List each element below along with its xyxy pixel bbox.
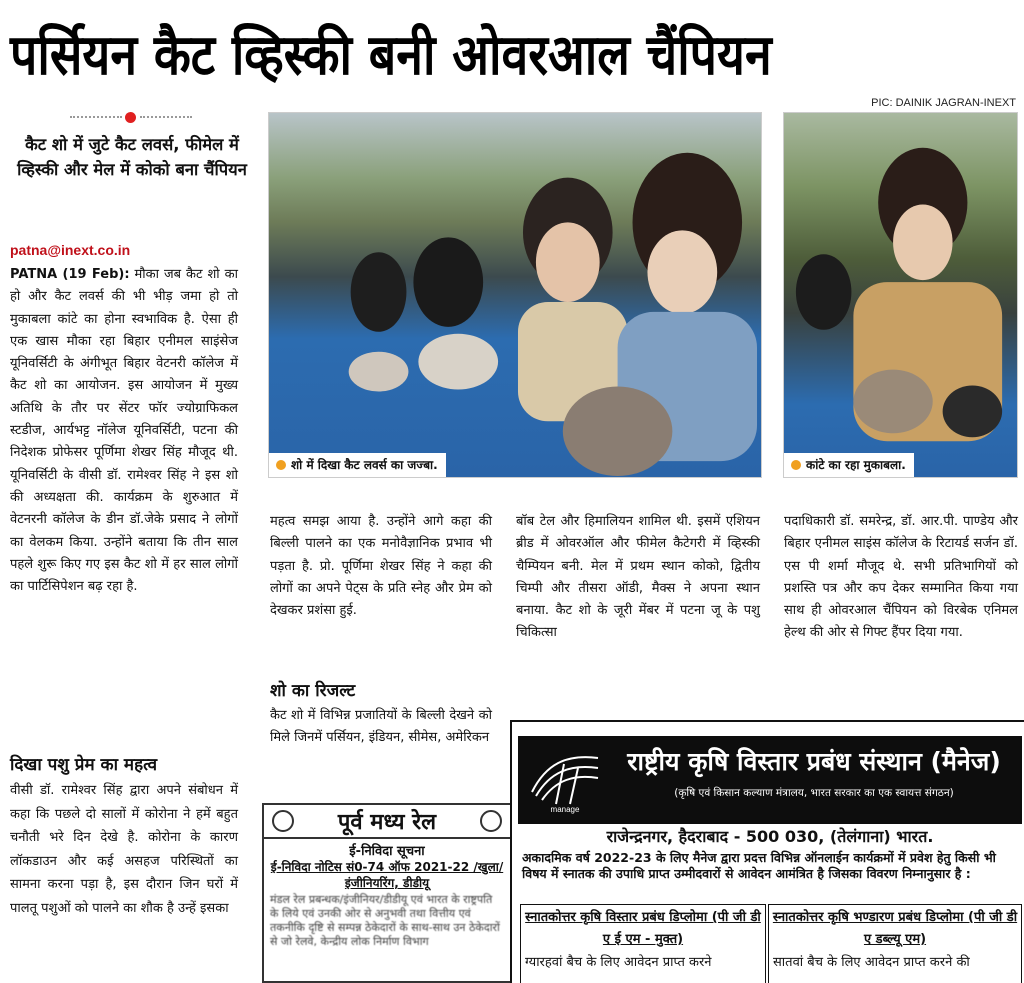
- railway-logo-icon: [480, 810, 502, 832]
- photo-cat-show-image: [269, 113, 761, 477]
- headline: पर्सियन कैट व्हिस्की बनी ओवरआल चैंपियन: [10, 23, 772, 88]
- photo-competition-image: [784, 113, 1017, 477]
- manage-logo-icon: [526, 744, 604, 814]
- subheadline: कैट शो में जुटे कैट लवर्स, फीमेल में व्हिस्की और मेल में कोको बना चैंपियन: [17, 135, 247, 179]
- section-heading-1: दिखा पशु प्रेम का महत्व: [10, 755, 158, 775]
- manage-ad-program-1: [520, 904, 766, 983]
- photo-competition: [783, 112, 1018, 478]
- photo1-caption: शो में दिखा कैट लवर्स का जज्बा.: [269, 453, 446, 477]
- rail-ad-title: पूर्व मध्य रेल: [337, 810, 437, 835]
- col1-body: मौका जब कैट शो का हो और कैट लवर्स की भी भीड़ जमा हो तो मुकाबला कांटे का होना स्वभाविक है. ऐसा ही एक खास मौका रहा बिहार एनीमल साइंसेज यूनिवर्सिटी के अंगीभूत बिहार वेटनरी कॉलेज में कैट शो का आयोजन. इस आयोजन में मुख्य अतिथि के तौर पर सेंटर फॉर ज्योग्राफिकल स्टडीज, आर्यभट्ट नॉलेज यूनिवर्सिटी, पटना की निदेशक प्रोफेसर पूर्णिमा शेखर सिंह मौजूद थी. यूनिवर्सिटी के वीसी डॉ. रामेश्वर सिंह ने इस शो की अध्यक्षता की. कार्यक्रम के शुरुआत में वेटनरनी कॉलेज के डीन डॉ.जेके प्रसाद ने लोगों का वेलकम किया. उन्होंने बताया कि तीन साल पहले शुरू किए गए इस कैट शो में हर साल लोगों का पार्टिसिपेशन बढ़ रहा है.: [10, 267, 238, 595]
- article-column-3: बॉब टेल और हिमालियन शामिल थी. इसमें एशियन ब्रीड में ओवरऑल और फीमेल कैटेगरी में व्हिस्की चैम्पियन बनी. मेल में प्रथम स्थान कोको, द्वितीय चिम्पी और तीसरा ऑडी, मैक्स ने अपना स्थान बनाया. कैट शो के जूरी मेंबर में पटना जू के पशु चिकित्सा: [516, 514, 760, 641]
- dateline: PATNA (19 Feb):: [10, 267, 130, 282]
- manage-ad-header: [518, 736, 1022, 824]
- photo2-caption: कांटे का रहा मुकाबला.: [784, 453, 914, 477]
- article-column-2: महत्व समझ आया है. उन्होंने आगे कहा की बिल्ली पालने का एक मनोवैज्ञानिक प्रभाव भी पड़ता है. प्रो. पूर्णिमा शेखर सिंह ने कहा की लोगों का अपने पेट्स के प्रति स्नेह और प्रेम को देखकर प्रशंसा हुई.: [270, 514, 492, 619]
- rail-ad-notice: ई-निविदा सूचना: [349, 844, 425, 859]
- manage-logo-text: manage: [550, 805, 580, 814]
- manage-ad-title: राष्ट्रीय कृषि विस्तार प्रबंध संस्थान (मैनेज): [627, 747, 1001, 776]
- article-column-1b: वीसी डॉ. रामेश्वर सिंह द्वारा अपने संबोधन में कहा कि पछले दो सालों में कोरोना ने हमें बहुत चनौती भरे दिन देखे है. कोरोना के कारण लॉकडाउन और कई असहज परिस्थितों का सामना करना पड़ा है, इस दौरान जिन घरों में पालतू पशुओं को पालने का शौक है उन्हें इसका: [10, 783, 238, 916]
- program-1-body: ग्यारहवां बैच के लिए आवेदन प्राप्त करने: [525, 955, 712, 970]
- manage-ad-body: अकादमिक वर्ष 2022-23 के लिए मैनेज द्वारा प्रदत्त विभिन्न ऑनलाईन कार्यक्रमों में प्रवेश हेतु किसी भी विषय में स्नातक की उपाधि प्राप्त उम्मीदवारों से आवेदन आमंत्रित है जिसका विवरण निम्नानुसार है :: [522, 850, 996, 881]
- decorative-divider: [70, 112, 192, 122]
- program-2-body: सातवां बैच के लिए आवेदन प्राप्त करने की: [773, 955, 970, 970]
- program-2-title: स्नातकोत्तर कृषि भण्डारण प्रबंध डिप्लोमा (पी जी डी ए डब्ल्यू एम): [772, 910, 1018, 947]
- rail-ad-number: ई-निविदा नोटिस सं0-74 ऑफ 2021-22 /खुला/इंजीनियरिंग, डीडीयू: [270, 860, 504, 890]
- email-link[interactable]: patna@inext.co.in: [10, 242, 131, 258]
- manage-admission-ad: [510, 720, 1024, 983]
- rail-ad-body: मंडल रेल प्रबन्धक/इंजीनियर/डीडीयू एवं भारत के राष्ट्रपति के लिये एवं उनकी ओर से अनुभवी तथा वित्तीय एवं तकनीकि दृष्टि से सम्पन्न ठेकेदारों के साथ-साथ उन ठेकेदारों से जो रेलवे, केन्द्रीय लोक निर्माण विभाग: [270, 893, 500, 948]
- photo-cat-show: [268, 112, 762, 478]
- red-dot-icon: [125, 112, 136, 123]
- manage-ad-subtitle: (कृषि एवं किसान कल्याण मंत्रालय, भारत सरकार का एक स्वायत्त संगठन): [674, 787, 954, 799]
- section-heading-2: शो का रिजल्ट: [270, 681, 356, 701]
- program-1-title: स्नातकोत्तर कृषि विस्तार प्रबंध डिप्लोमा (पी जी डी ए ई एम - मुक्त): [525, 910, 761, 947]
- rail-ad-header: [264, 805, 510, 839]
- article-column-4: पदाधिकारी डॉ. समरेन्द्र, डॉ. आर.पी. पाण्डेय और बिहार एनीमल साइंस कॉलेज के रिटायर्ड सर्जन डॉ. एस पी शर्मा मौजूद थे. सभी प्रतिभागियों को प्रशस्ति पत्र और कप देकर सम्मानित किया गया साथ ही ओवरआल चैंपियन को विरबेक एनिमल हेल्थ की ओर से गिफ्ट हैंपर दिया गया.: [784, 514, 1018, 641]
- article-column-2b: कैट शो में विभिन्न प्रजातियों के बिल्ली देखने को मिले जिनमें पर्सियन, इंडियन, सीमेस, अमेरिकन: [270, 708, 492, 746]
- manage-ad-program-2: [768, 904, 1022, 983]
- railway-tender-ad: [262, 803, 512, 983]
- manage-ad-address: राजेन्द्रनगर, हैदराबाद - 500 030, (तेलंगाना) भारत.: [606, 827, 934, 846]
- railway-logo-icon: [272, 810, 294, 832]
- photo-credit: PIC: DAINIK JAGRAN-INEXT: [871, 97, 1016, 109]
- article-column-1: [10, 264, 238, 598]
